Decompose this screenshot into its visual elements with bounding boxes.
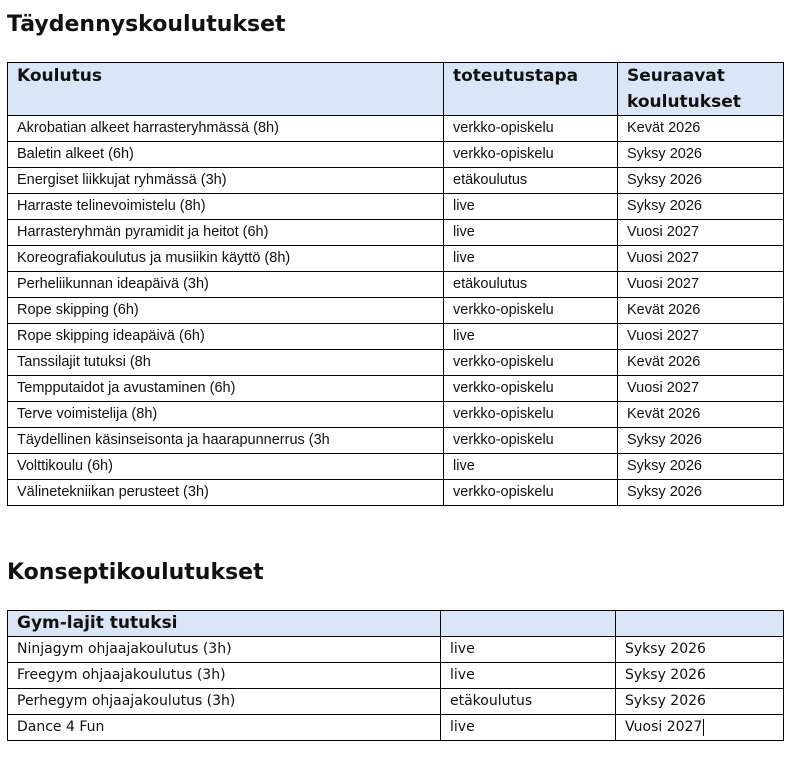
cell-koulutus[interactable] <box>8 246 444 272</box>
cell-text: verkko-opiskelu <box>453 406 554 422</box>
cell-text: Syksy 2026 <box>627 432 702 448</box>
cell-text: Kevät 2026 <box>627 354 701 370</box>
cell-toteutustapa[interactable] <box>444 350 618 376</box>
cell-text: Syksy 2026 <box>627 198 702 214</box>
table-taydennyskoulutukset <box>7 62 784 506</box>
cell-seuraavat-koulutukset[interactable] <box>618 324 784 350</box>
cell-text: Syksy 2026 <box>625 641 706 657</box>
cell-text: Akrobatian alkeet harrasteryhmässä (8h) <box>17 120 279 136</box>
table-row <box>8 689 784 715</box>
cell-seuraavat-koulutukset[interactable] <box>618 376 784 402</box>
cell-text: live <box>453 224 475 240</box>
table-row <box>8 428 784 454</box>
cell-toteutustapa[interactable] <box>444 142 618 168</box>
cell-koulutus[interactable] <box>8 480 444 506</box>
cell-text: Täydellinen käsinseisonta ja haarapunnerrus (3h <box>17 432 330 448</box>
cell-seuraavat-koulutukset[interactable] <box>618 194 784 220</box>
cell-toteutustapa[interactable] <box>444 428 618 454</box>
table-body <box>8 637 784 741</box>
cell-text: verkko-opiskelu <box>453 120 554 136</box>
table-row <box>8 142 784 168</box>
table-row <box>8 637 784 663</box>
section-title-konseptikoulutukset: Konseptikoulutukset <box>7 560 264 585</box>
cell-text: Syksy 2026 <box>625 667 706 683</box>
column-header-empty-2 <box>441 611 616 637</box>
table-row <box>8 454 784 480</box>
table-row <box>8 324 784 350</box>
cell-text: Energiset liikkujat ryhmässä (3h) <box>17 172 227 188</box>
cell-toteutustapa[interactable] <box>444 402 618 428</box>
cell-text: Perheliikunnan ideapäivä (3h) <box>17 276 209 292</box>
cell-koulutus[interactable] <box>8 715 441 741</box>
cell-seuraavat-koulutukset[interactable] <box>618 402 784 428</box>
cell-text: Tanssilajit tutuksi (8h <box>17 354 151 370</box>
cell-text: Terve voimistelija (8h) <box>17 406 158 422</box>
cell-koulutus[interactable] <box>8 142 444 168</box>
cell-text: Syksy 2026 <box>627 146 702 162</box>
table-row <box>8 663 784 689</box>
column-header-seuraavat-koulutukset: Seuraavat koulutukset <box>618 63 784 116</box>
cell-toteutustapa[interactable] <box>444 168 618 194</box>
cell-seuraavat-koulutukset[interactable] <box>618 350 784 376</box>
cell-text: live <box>453 198 475 214</box>
cell-toteutustapa[interactable] <box>444 324 618 350</box>
cell-toteutustapa[interactable] <box>444 246 618 272</box>
cell-text: Kevät 2026 <box>627 302 701 318</box>
cell-koulutus[interactable] <box>8 376 444 402</box>
cell-text: Harraste telinevoimistelu (8h) <box>17 198 206 214</box>
cell-seuraavat-koulutukset[interactable] <box>616 715 784 741</box>
cell-seuraavat-koulutukset[interactable] <box>618 272 784 298</box>
cell-toteutustapa[interactable] <box>441 663 616 689</box>
column-header-koulutus: Koulutus <box>8 63 444 116</box>
cell-koulutus[interactable] <box>8 298 444 324</box>
cell-toteutustapa[interactable] <box>444 116 618 142</box>
cell-text: verkko-opiskelu <box>453 380 554 396</box>
cell-koulutus[interactable] <box>8 272 444 298</box>
cell-text: Baletin alkeet (6h) <box>17 146 134 162</box>
cell-toteutustapa[interactable] <box>444 480 618 506</box>
cell-toteutustapa[interactable] <box>441 637 616 663</box>
cell-text: Vuosi 2027 <box>627 328 700 344</box>
table-row <box>8 194 784 220</box>
cell-koulutus[interactable] <box>8 428 444 454</box>
cell-seuraavat-koulutukset[interactable] <box>618 220 784 246</box>
table-row <box>8 246 784 272</box>
cell-text: verkko-opiskelu <box>453 432 554 448</box>
table-row <box>8 220 784 246</box>
cell-koulutus[interactable] <box>8 324 444 350</box>
cell-koulutus[interactable] <box>8 116 444 142</box>
table-header-row <box>8 611 784 637</box>
cell-seuraavat-koulutukset[interactable] <box>618 246 784 272</box>
cell-text: Vuosi 2027 <box>627 380 700 396</box>
cell-text: live <box>450 719 475 735</box>
table-row <box>8 272 784 298</box>
cell-text: live <box>450 641 475 657</box>
table-header-row <box>8 63 784 116</box>
cell-text: Harrasteryhmän pyramidit ja heitot (6h) <box>17 224 269 240</box>
cell-text: Kevät 2026 <box>627 406 701 422</box>
cell-text: verkko-opiskelu <box>453 484 554 500</box>
column-header-toteutustapa: toteutustapa <box>444 63 618 116</box>
cell-text: Kevät 2026 <box>627 120 701 136</box>
cell-text: etäkoulutus <box>450 693 533 709</box>
cell-toteutustapa[interactable] <box>444 376 618 402</box>
cell-text: Välinetekniikan perusteet (3h) <box>17 484 209 500</box>
cell-text: Rope skipping ideapäivä (6h) <box>17 328 205 344</box>
cell-koulutus[interactable] <box>8 220 444 246</box>
cell-koulutus[interactable] <box>8 454 444 480</box>
cell-toteutustapa[interactable] <box>441 715 616 741</box>
cell-seuraavat-koulutukset[interactable] <box>618 142 784 168</box>
cell-text: live <box>453 250 475 266</box>
column-header-empty-3 <box>616 611 784 637</box>
table-row <box>8 168 784 194</box>
cell-koulutus[interactable] <box>8 402 444 428</box>
cell-seuraavat-koulutukset[interactable] <box>616 663 784 689</box>
cell-koulutus[interactable] <box>8 168 444 194</box>
cell-text: Vuosi 2027 <box>625 719 703 735</box>
cell-text: Freegym ohjaajakoulutus (3h) <box>17 667 226 683</box>
text-cursor <box>703 719 704 736</box>
cell-koulutus[interactable] <box>8 663 441 689</box>
cell-seuraavat-koulutukset[interactable] <box>618 480 784 506</box>
cell-text: Syksy 2026 <box>627 458 702 474</box>
cell-toteutustapa[interactable] <box>444 220 618 246</box>
cell-seuraavat-koulutukset[interactable] <box>618 116 784 142</box>
cell-text: Syksy 2026 <box>625 693 706 709</box>
cell-toteutustapa[interactable] <box>444 194 618 220</box>
cell-text: verkko-opiskelu <box>453 302 554 318</box>
cell-text: Koreografiakoulutus ja musiikin käyttö (8h) <box>17 250 291 266</box>
cell-koulutus[interactable] <box>8 194 444 220</box>
cell-seuraavat-koulutukset[interactable] <box>618 298 784 324</box>
cell-text: Perhegym ohjaajakoulutus (3h) <box>17 693 236 709</box>
table-body <box>8 116 784 506</box>
cell-toteutustapa[interactable] <box>444 272 618 298</box>
cell-seuraavat-koulutukset[interactable] <box>618 454 784 480</box>
cell-text: etäkoulutus <box>453 172 528 188</box>
cell-text: live <box>453 458 475 474</box>
cell-text: Vuosi 2027 <box>627 276 700 292</box>
cell-text: live <box>450 667 475 683</box>
cell-toteutustapa[interactable] <box>441 689 616 715</box>
table-konseptikoulutukset <box>7 610 784 741</box>
cell-seuraavat-koulutukset[interactable] <box>616 689 784 715</box>
table-row <box>8 116 784 142</box>
cell-seuraavat-koulutukset[interactable] <box>618 168 784 194</box>
table-row <box>8 715 784 741</box>
cell-text: Ninjagym ohjaajakoulutus (3h) <box>17 641 232 657</box>
cell-toteutustapa[interactable] <box>444 298 618 324</box>
cell-text: Vuosi 2027 <box>627 224 700 240</box>
cell-text: etäkoulutus <box>453 276 528 292</box>
cell-text: Vuosi 2027 <box>627 250 700 266</box>
cell-seuraavat-koulutukset[interactable] <box>618 428 784 454</box>
cell-koulutus[interactable] <box>8 350 444 376</box>
table-row <box>8 350 784 376</box>
cell-text: Syksy 2026 <box>627 484 702 500</box>
cell-text: Volttikoulu (6h) <box>17 458 113 474</box>
cell-seuraavat-koulutukset[interactable] <box>616 637 784 663</box>
cell-text: Tempputaidot ja avustaminen (6h) <box>17 380 236 396</box>
table-row <box>8 298 784 324</box>
cell-text: Rope skipping (6h) <box>17 302 139 318</box>
table-row <box>8 402 784 428</box>
section-title-taydennyskoulutukset: Täydennyskoulutukset <box>7 12 286 37</box>
cell-toteutustapa[interactable] <box>444 454 618 480</box>
table-row <box>8 480 784 506</box>
cell-koulutus[interactable] <box>8 689 441 715</box>
cell-text: live <box>453 328 475 344</box>
cell-text: Syksy 2026 <box>627 172 702 188</box>
cell-text: verkko-opiskelu <box>453 354 554 370</box>
cell-koulutus[interactable] <box>8 637 441 663</box>
table-row <box>8 376 784 402</box>
cell-text: Dance 4 Fun <box>17 719 105 735</box>
cell-text: verkko-opiskelu <box>453 146 554 162</box>
group-header-gym-lajit-tutuksi: Gym-lajit tutuksi <box>8 611 441 637</box>
